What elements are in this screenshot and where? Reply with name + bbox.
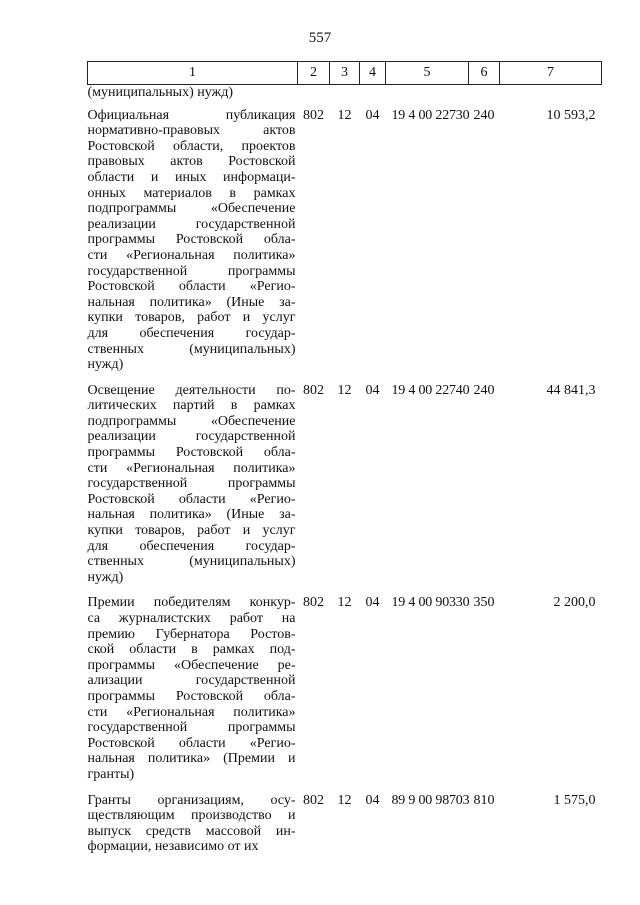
description-line: подпрограммы «Обеспечение: [87, 413, 296, 429]
ministry-code: 802: [303, 107, 324, 123]
table-body: [88, 85, 602, 865]
description-line: правовых актов Ростовской: [87, 154, 296, 170]
target-article-code: 19 4 00 90330: [391, 595, 470, 611]
column-header: 3: [330, 62, 360, 85]
description-line: для обеспечения государ-: [87, 538, 296, 554]
item-description: [88, 793, 298, 865]
target-article-code: 19 4 00 22740: [391, 382, 470, 398]
description-line: Официальная публикация: [87, 107, 296, 123]
description-line: премию Губернатора Ростов-: [87, 626, 296, 642]
description-line: сти «Региональная политика»: [87, 704, 296, 720]
section-code: 12: [337, 382, 352, 398]
description-line: программы Ростовской обла-: [87, 688, 296, 704]
description-line: купки товаров, работ и услуг: [87, 310, 296, 326]
description-line: области и иных информаци-: [87, 169, 296, 185]
description-line: онных материалов в рамках: [87, 185, 296, 201]
description-line: для обеспечения государ-: [87, 325, 296, 341]
ministry-code: 802: [303, 382, 324, 398]
budget-table: [87, 61, 602, 865]
description-line: ственных (муниципальных): [87, 341, 296, 357]
description-line: ственных (муниципальных): [87, 554, 296, 570]
description-line: государственной программы: [87, 476, 296, 492]
description-line: программы Ростовской обла-: [87, 232, 296, 248]
description-line: ской области в рамках под-: [87, 642, 296, 658]
target-article-code: 19 4 00 22730: [391, 107, 470, 123]
description-line: ществляющим производство и: [87, 808, 296, 824]
description-line: Гранты организациям, осу-: [87, 792, 296, 808]
table-header-row: [88, 62, 602, 85]
description-line: гранты): [87, 766, 135, 782]
description-line: Ростовской области, проектов: [87, 138, 296, 154]
description-line: нужд): [87, 569, 124, 585]
target-article-code: 89 9 00 98703: [391, 792, 470, 808]
subsection-code: 04: [365, 595, 380, 611]
item-description: [88, 595, 298, 792]
description-line: выпуск средств массовой ин-: [87, 823, 296, 839]
subsection-code: 04: [365, 382, 380, 398]
description-line: государственной программы: [87, 263, 296, 279]
description-line: нальная политика» (Премии и: [87, 751, 296, 767]
description-line: нормативно-правовых актов: [87, 123, 296, 139]
item-description: [88, 108, 298, 383]
description-line: программы «Обеспечение ре-: [87, 657, 296, 673]
description-line: подпрограммы «Обеспечение: [87, 201, 296, 217]
description-line: нальная политика» (Иные за-: [87, 294, 296, 310]
section-code: 12: [337, 792, 352, 808]
description-line: нужд): [87, 357, 124, 373]
expense-type-code: 240: [473, 382, 495, 398]
column-header: 7: [500, 62, 602, 85]
description-line: Ростовской области «Регио-: [87, 279, 296, 295]
column-header: 1: [88, 62, 298, 85]
column-header: 2: [298, 62, 330, 85]
description-line: нальная политика» (Иные за-: [87, 507, 296, 523]
description-line: литических партий в рамках: [87, 398, 296, 414]
subsection-code: 04: [365, 107, 380, 123]
description-line: Освещение деятельности по-: [87, 382, 296, 398]
ministry-code: 802: [303, 595, 324, 611]
amount-value: 2 200,0: [553, 595, 596, 611]
description-line: Ростовской области «Регио-: [87, 491, 296, 507]
expense-type-code: 350: [473, 595, 495, 611]
table-row: [88, 793, 602, 865]
table-row: [88, 595, 602, 792]
expense-type-code: 240: [473, 107, 495, 123]
section-code: 12: [337, 107, 352, 123]
column-header: 5: [386, 62, 469, 85]
item-description: [88, 383, 298, 596]
description-line: реализации государственной: [87, 429, 296, 445]
description-line: Ростовской области «Регио-: [87, 735, 296, 751]
description-line: са журналистских работ на: [87, 611, 296, 626]
description-line: формации, независимо от их: [87, 839, 259, 855]
ministry-code: 802: [303, 792, 324, 808]
table-row: [88, 383, 602, 596]
description-line: купки товаров, работ и услуг: [87, 523, 296, 539]
description-line: Премии победителям конкур-: [87, 595, 296, 611]
table-row: [88, 108, 602, 383]
continuation-text: (муниципальных) нужд): [87, 85, 234, 100]
description-line: реализации государственной: [87, 216, 296, 232]
description-line: ализации государственной: [87, 673, 296, 689]
description-line: сти «Региональная политика»: [87, 460, 296, 476]
description-line: государственной программы: [87, 720, 296, 736]
amount-value: 10 593,2: [546, 107, 596, 123]
amount-value: 1 575,0: [553, 792, 596, 808]
column-header: 4: [360, 62, 386, 85]
expense-type-code: 810: [473, 792, 495, 808]
subsection-code: 04: [365, 792, 380, 808]
column-header: 6: [469, 62, 500, 85]
description-line: программы Ростовской обла-: [87, 445, 296, 461]
amount-value: 44 841,3: [546, 382, 596, 398]
section-code: 12: [337, 595, 352, 611]
continuation-row: [88, 85, 602, 108]
page-number: 557: [308, 30, 332, 46]
description-line: сти «Региональная политика»: [87, 247, 296, 263]
